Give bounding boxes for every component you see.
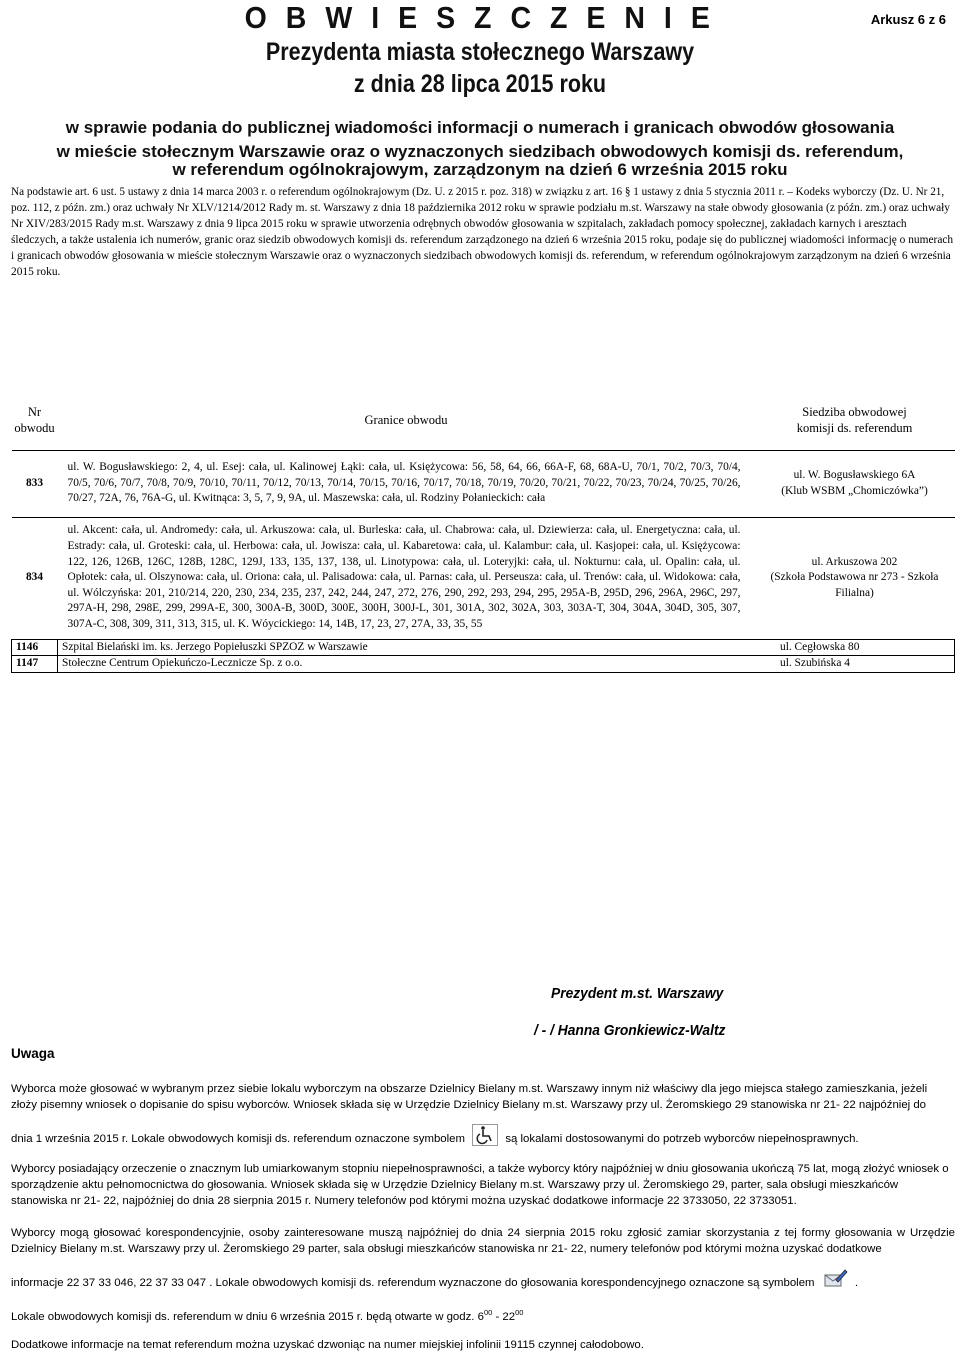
institution-address: ul. Szubińska 4: [780, 657, 850, 670]
seat-name: (Klub WSBM „Chomiczówka”): [781, 484, 928, 497]
header-nr: [12, 392, 58, 450]
note-1-text-c: są lokalami dostosowanymi do potrzeb wyborców niepełnosprawnych.: [505, 1133, 859, 1145]
legal-basis-continuation: oraz uchwały Nr XLV/1214/2012 Rady m. st. Warszawy z dnia 18 października 2012 roku w sprawie podziału m.st. Warszawy na stałe obwody głosowania (z późn. zm.) oraz uchwały Nr XIV/283/2015 Rady m.st. Warszawy z dnia 9 lipca 2015 roku w sprawie utworzenia odrębnych obwodów głosowania w szpitalach, zakładach pomocy społecznej, zakładach karnych i aresztach śledczych, a także ustalenia ich numerów, granic oraz siedzib obwodowych komisji ds. referendum zarządzonego na dzień 6 września 2015 roku, podaje się do publicznej wiadomości informację o numerach i granicach obwodów głosowania w mieście stołecznym Warszawie oraz o wyznaczonych siedzibach obwodowych komisji ds. referendum, w referendum ogólnokrajowym zarządzonym na dzień 6 września 2015 roku.: [11, 202, 954, 278]
date-line: z dnia 28 lipca 2015 roku: [353, 70, 607, 98]
note-4-text: Lokale obwodowych komisji ds. referendum w dniu 6 września 2015 r. będą otwarte w godz. 6: [11, 1310, 484, 1323]
table-header-row: [12, 392, 955, 450]
notes-heading: Uwaga: [11, 1046, 55, 1061]
header-siedziba: [755, 392, 955, 450]
note-1-text: Wyborca może głosować w wybranym przez siebie lokalu wyborczym na obszarze Dzielnicy Bielany m.st. Warszawy innym niż właściwy dla jego miejsca stałego zamieszkania, jeżeli złoży pisemny wniosek o dopisanie do spisu wyborców. Wniosek składa się w Urzędzie Dzielnicy Bielany m.st. Warszawy przy ul. Żeromskiego 29 stanowiska nr 21- 22 najpóźniej do: [11, 1083, 928, 1111]
envelope-pen-icon: [822, 1268, 848, 1290]
district-number: 834: [12, 517, 58, 639]
legal-basis: [11, 184, 955, 280]
district-number: 1147: [12, 656, 58, 673]
note-3-text: Wyborcy mogą głosować korespondencyjnie, osoby zainteresowane muszą najpóźniej do dnia 24 sierpnia 2015 roku zgłosić zamiar skorzystania z tej formy głosowania w Urzędzie Dzielnicy Bielany m.st. Warszawy przy ul. Żeromskiego 29 parter, sala obsługi mieszkańców stanowiska nr 21- 22, numery telefonów pod którymi można uzyskać dodatkowe: [11, 1227, 955, 1255]
note-paragraph-1: [11, 1081, 955, 1147]
subject-line-2: w mieście stołecznym Warszawie oraz o wyznaczonych siedzibach obwodowych komisji ds. referendum,: [56, 142, 904, 161]
table-row: [12, 639, 955, 656]
document-title: O B W I E S Z C Z E N I E: [244, 0, 716, 35]
note-paragraph-5: Dodatkowe informacje na temat referendum można uzyskać dzwoniąc na numer miejskiej infolinii 19115 czynnej całodobowo.: [11, 1339, 644, 1351]
institution-name: Szpital Bielański im. ks. Jerzego Popiełuszki SPZOZ w Warszawie: [62, 640, 368, 653]
signature-name: / - / Hanna Gronkiewicz-Waltz: [534, 1022, 726, 1039]
district-seat: [755, 450, 955, 517]
seat-name: (Szkoła Podstawowa nr 273 - Szkoła: [770, 571, 939, 584]
header-nr-line2: obwodu: [14, 420, 55, 435]
subject-line-1: w sprawie podania do publicznej wiadomości informacji o numerach i granicach obwodów głosowania: [65, 118, 895, 137]
note-paragraph-4: [11, 1305, 955, 1325]
district-boundaries: [58, 656, 955, 673]
header-siedziba-line2: komisji ds. referendum: [796, 420, 913, 435]
districts-table: [11, 392, 955, 673]
table-row: [12, 517, 955, 639]
table-row: [12, 450, 955, 517]
district-boundaries: ul. Akcent: cała, ul. Andromedy: cała, ul. Arkuszowa: cała, ul. Burleska: cała, ul. Chabrowa: cała, ul. Dziewierza: cała, ul. Energetyczna: cała, ul. Estrady: cała, ul. Groteski: cała, ul. Herbowa: cała, ul. Jowisza: cała, ul. Kabaretowa: cała, ul. Kalambur: cała, ul. Kasjopei: cała, ul. Księżycowa: 122, 126, 126B, 126C, 128B, 128C, 129J, 133, 135, 137, 138, ul. Linotypowa: cała, ul. Loteryjki: cała, ul. Nokturnu: cała, ul. Opalin: cała, ul. Opłotek: cała, ul. Olszynowa: cała, ul. Oriona: cała, ul. Palisadowa: cała, ul. Parnas: cała, ul. Perseusza: cała, ul. Trenów: cała, ul. Widokowa: cała, ul. Wólczyńska: 201, 210/214, 220, 230, 234, 235, 237, 242, 244, 247, 272, 276, 290, 292, 293, 294, 295, 295A-B, 295D, 296, 296A, 296C, 297, 297A-H, 298, 298E, 299, 299A-E, 300, 300A-B, 300D, 300E, 300H, 300J-L, 301, 301A, 302, 302A, 303, 303A-T, 304, 304A, 304D, 305, 307, 307A-C, 308, 309, 311, 313, 315, ul. K. Wóycickiego: 14, 14B, 17, 23, 27, 27A, 33, 35, 55: [58, 517, 755, 639]
institution-name: Stołeczne Centrum Opiekuńczo-Lecznicze Sp. z o.o.: [62, 657, 303, 670]
note-3-text-b: informacje 22 37 33 046, 22 37 33 047 . Lokale obwodowych komisji ds. referendum wyznaczone do głosowania korespondencyjnego oznaczone są symbolem: [11, 1277, 815, 1289]
header-granice: Granice obwodu: [58, 392, 755, 450]
seat-address: ul. Arkuszowa 202: [811, 555, 898, 568]
note-1-text-b: dnia 1 września 2015 r. Lokale obwodowych komisji ds. referendum oznaczone symbolem: [11, 1133, 465, 1145]
note-3-text-c: .: [854, 1277, 859, 1289]
district-number: 1146: [12, 639, 58, 656]
subject-line-3: w referendum ogólnokrajowym, zarządzonym na dzień 6 września 2015 roku: [172, 160, 788, 179]
signature-title: Prezydent m.st. Warszawy: [551, 985, 724, 1002]
seat-name-cont: Filialna): [835, 586, 874, 599]
note-paragraph-3: [11, 1225, 955, 1291]
wheelchair-icon: [472, 1124, 498, 1146]
seat-address: ul. W. Bogusławskiego 6A: [793, 468, 916, 481]
header-siedziba-line1: Siedziba obwodowej: [802, 405, 907, 420]
institution-address: ul. Cegłowska 80: [780, 640, 860, 653]
note-4-sup2: 00: [515, 1308, 524, 1317]
district-boundaries: ul. W. Bogusławskiego: 2, 4, ul. Esej: cała, ul. Kalinowej Łąki: cała, ul. Księżycowa: 56, 58, 64, 66, 66A-F, 68, 68A-U, 70/1, 70/2, 70/3, 70/4, 70/5, 70/6, 70/7, 70/8, 70/9, 70/10, 70/11, 70/12, 70/13, 70/14, 70/15, 70/16, 70/17, 70/18, 70/19, 70/20, 70/21, 70/22, 70/23, 70/24, 70/25, 70/26, 70/27, 72A, 76, 76A-G, ul. Kwitnąca: 3, 5, 7, 9, 9A, ul. Maszewska: cała, ul. Rodziny Połanieckich: cała: [58, 450, 755, 517]
table-row: [12, 656, 955, 673]
district-seat: [755, 517, 955, 639]
note-4-sup1: 00: [483, 1308, 493, 1317]
note-4-mid: - 22: [492, 1310, 516, 1323]
legal-basis-text: Na podstawie art. 6 ust. 5 ustawy z dnia 14 marca 2003 r. o referendum ogólnokrajowym (Dz. U. z 2015 r. poz. 318) w związku z art. 16 § 1 ustawy z dnia 5 stycznia 2011 r. – Kodeks wyborczy (Dz. U. Nr 21, poz. 112, z późn. zm.): [11, 186, 945, 214]
sheet-number: Arkusz 6 z 6: [870, 12, 946, 27]
district-number: 833: [12, 450, 58, 517]
district-boundaries: [58, 639, 955, 656]
issuer-line: Prezydenta miasta stołecznego Warszawy: [265, 38, 695, 66]
header-nr-line1: Nr: [27, 405, 42, 420]
note-paragraph-2: Wyborcy posiadający orzeczenie o znacznym lub umiarkowanym stopniu niepełnosprawności, a także wyborcy który najpóźniej w dniu głosowania ukończą 75 lat, mogą złożyć wniosek o sporządzenie aktu pełnomocnictwa do głosowania. Wniosek składa się w Urzędzie Dzielnicy Bielany m.st. Warszawy przy ul. Żeromskiego 29, parter, sala obsługi mieszkańców stanowiska nr 21- 22, najpóźniej do dnia 28 sierpnia 2015 r. Numery telefonów pod którymi można uzyskać dodatkowe informacje 22 3733050, 22 3733051.: [11, 1163, 949, 1207]
